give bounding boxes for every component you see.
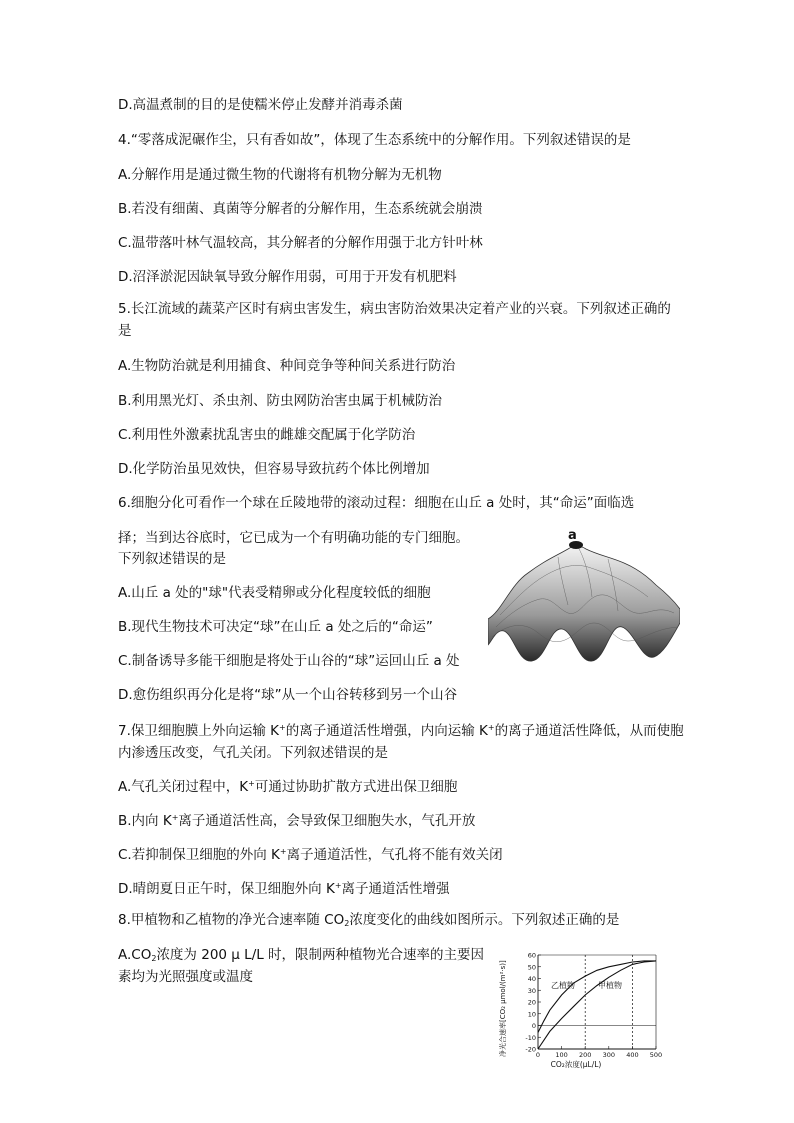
- x-tick-label: 300: [602, 1051, 616, 1059]
- chart-series: [538, 961, 656, 1049]
- photosynthesis-chart: [496, 945, 671, 1070]
- q5-stem: 5.长江流域的蔬菜产区时有病虫害发生，病虫害防治效果决定着产业的兴衰。下列叙述正确的是: [118, 301, 671, 339]
- y-tick-label: -10: [525, 1033, 536, 1042]
- q6-stem-line3: 下列叙述错误的是: [118, 551, 226, 567]
- y-tick-label: 20: [527, 998, 536, 1007]
- q4-option-c: C.温带落叶林气温较高，其分解者的分解作用强于北方针叶林: [118, 235, 483, 251]
- x-tick-label: 500: [649, 1051, 663, 1059]
- y-tick-label: 40: [527, 975, 536, 983]
- y-tick-label: 10: [527, 1010, 536, 1019]
- q8-option-a-line2: 素均为光照强度或温度: [118, 969, 253, 985]
- landscape-surface: [488, 546, 680, 661]
- chart-ylabel: 净光合速率[CO₂ μmol/(m²·s)]: [499, 960, 507, 1057]
- q4-stem: 4.“零落成泥碾作尘，只有香如故”，体现了生态系统中的分解作用。下列叙述错误的是: [118, 132, 631, 148]
- q7-stem: 7.保卫细胞膜上外向运输 K+的离子通道活性增强，内向运输 K+的离子通道活性降低，从而使胞内渗透压改变，气孔关闭。下列叙述错误的是: [118, 723, 684, 761]
- q8-stem: 8.甲植物和乙植物的净光合速率随 $CO_2$浓度变化的曲线如图所示。下列叙述正确的是: [118, 912, 620, 928]
- q6-option-b: B.现代生物技术可决定“球”在山丘 a 处之后的“命运”: [118, 619, 433, 635]
- q5-option-c: C.利用性外激素扰乱害虫的雌雄交配属于化学防治: [118, 427, 416, 443]
- q6-option-d: D.愈伤组织再分化是将“球”从一个山谷转移到另一个山谷: [118, 687, 458, 703]
- q4-option-b: B.若没有细菌、真菌等分解者的分解作用，生态系统就会崩溃: [118, 201, 483, 217]
- q6-stem-line1: 6.细胞分化可看作一个球在丘陵地带的滚动过程：细胞在山丘 a 处时，其“命运”面临选: [118, 495, 635, 511]
- x-tick-label: 400: [626, 1051, 639, 1059]
- series-line-jia: [538, 961, 656, 1049]
- q7-option-c: C.若抑制保卫细胞的外向 K+离子通道活性，气孔将不能有效关闭: [118, 847, 503, 863]
- x-tick-label: 100: [555, 1051, 568, 1059]
- chart-reference-lines: [585, 955, 632, 1049]
- chart-ticks: [525, 952, 662, 1060]
- q7-option-a: A.气孔关闭过程中，K+可通过协助扩散方式进出保卫细胞: [118, 779, 458, 795]
- q7-option-d: D.晴朗夏日正午时，保卫细胞外向 K+离子通道活性增强: [118, 881, 450, 897]
- q6-option-c: C.制备诱导多能干细胞是将处于山谷的“球”运回山丘 a 处: [118, 653, 460, 669]
- x-tick-label: 200: [578, 1051, 592, 1059]
- q4-option-a: A.分解作用是通过微生物的代谢将有机物分解为无机物: [118, 167, 442, 183]
- cell-differentiation-landscape-figure: [488, 527, 680, 667]
- q5-option-b: B.利用黑光灯、杀虫剂、防虫网防治害虫属于机械防治: [118, 393, 443, 409]
- q3-option-d: D.高温煮制的目的是使糯米停止发酵并消毒杀菌: [118, 97, 403, 113]
- y-tick-label: 60: [527, 951, 536, 960]
- y-tick-label: 50: [527, 963, 536, 972]
- q5-option-a: A.生物防治就是利用捕食、种间竞争等种间关系进行防治: [118, 358, 456, 374]
- y-tick-label: -20: [525, 1045, 536, 1054]
- y-tick-label: 0: [531, 1022, 536, 1030]
- q8-option-a-line1: $A.CO_2$浓度为 200 μ L/L 时，限制两种植物光合速率的主要因: [118, 947, 485, 963]
- chart-xlabel: CO₂浓度(μL/L): [550, 1060, 602, 1069]
- x-tick-label: 0: [535, 1051, 541, 1059]
- q7-option-b: B.内向 K+离子通道活性高，会导致保卫细胞失水，气孔开放: [118, 813, 476, 829]
- q4-option-d: D.沼泽淤泥因缺氧导致分解作用弱，可用于开发有机肥料: [118, 269, 457, 285]
- series-line-yi: [538, 961, 656, 1033]
- label-a: a: [568, 528, 577, 543]
- series-label-yi: 乙植物: [551, 981, 575, 990]
- y-tick-label: 30: [527, 986, 536, 995]
- q6-option-a: A.山丘 a 处的"球"代表受精卵或分化程度较低的细胞: [118, 585, 431, 601]
- q6-stem-line2: 择；当到达谷底时，它已成为一个有明确功能的专门细胞。: [118, 530, 469, 546]
- q5-option-d: D.化学防治虽见效快，但容易导致抗药个体比例增加: [118, 461, 430, 477]
- series-label-jia: 甲植物: [598, 981, 622, 990]
